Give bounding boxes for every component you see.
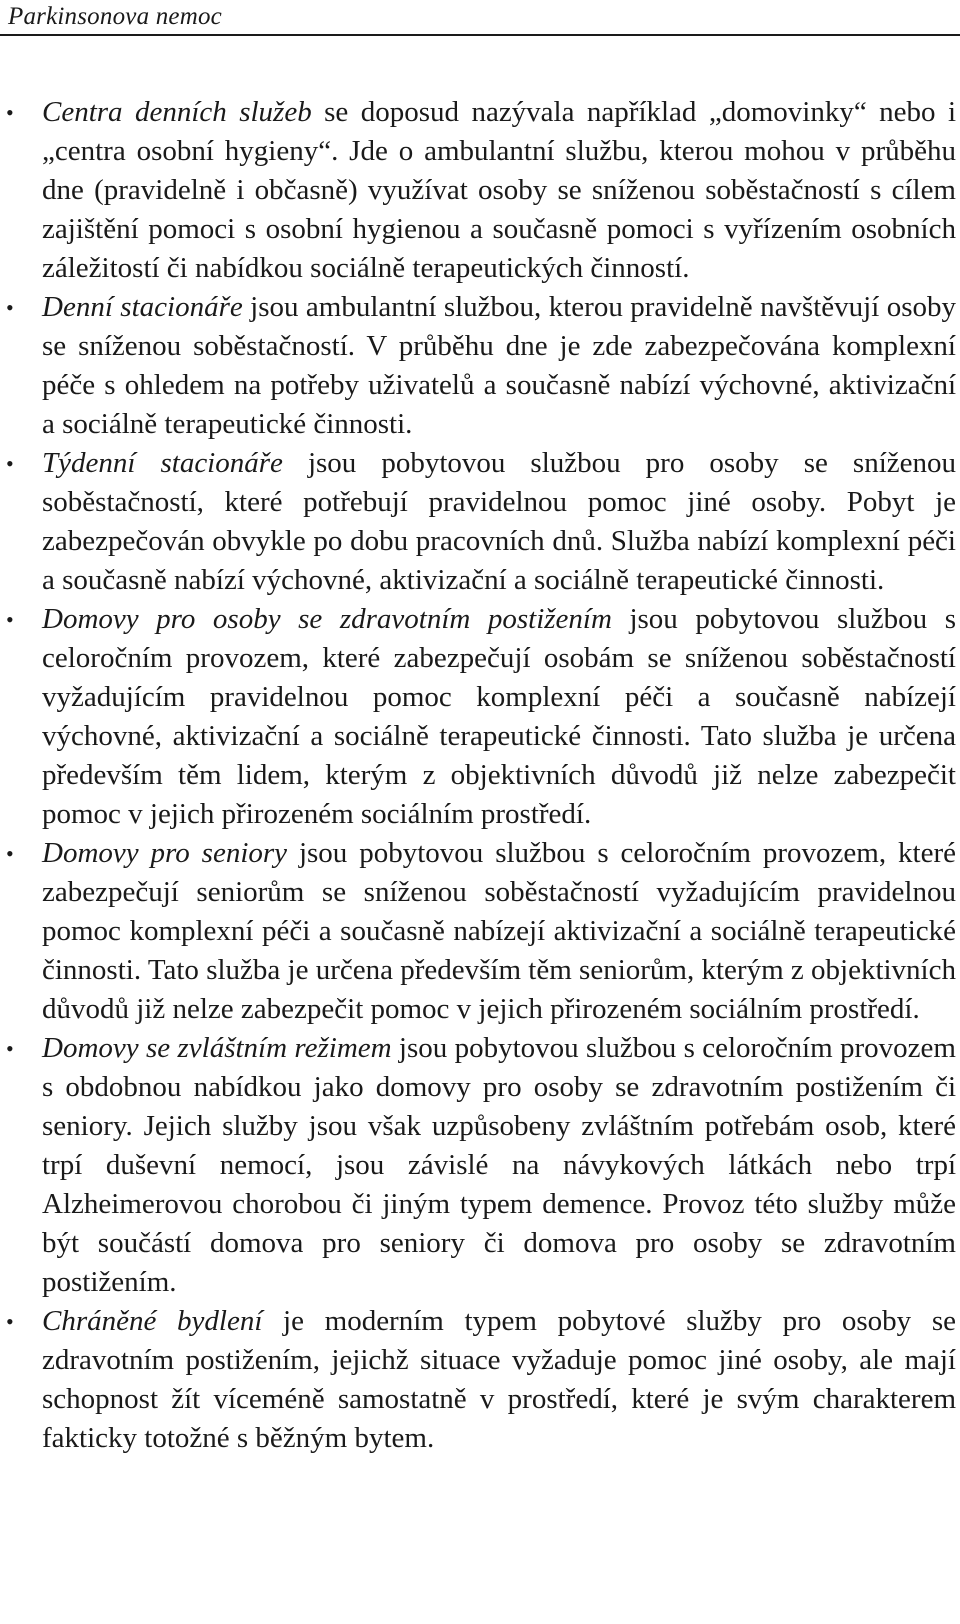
bullet-icon: • — [6, 607, 14, 632]
list-item — [0, 93, 960, 288]
service-description: se doposud nazývala například „domovinky“ nebo i „centra osobní hygieny“. Jde o ambulantní službu, kterou mohou v průběhu dne (pravidelně i občasně) využívat osoby se sníženou soběstačností s cílem zajištění pomoci s osobní hygienou a současně pomoci s vyřízením osobních záležitostí či nabídkou sociálně terapeutických činností. — [42, 96, 956, 284]
bullet-icon: • — [6, 1036, 14, 1061]
bullet-icon: • — [6, 295, 14, 320]
service-description: je moderním typem pobytové služby pro osoby se zdravotním postižením, jejichž situace vyžaduje pomoc jiné osoby, ale mají schopnost žít víceméně samostatně v prostředí, které je svým charakterem fakticky totožné s běžným bytem. — [42, 1305, 956, 1454]
bullet-icon: • — [6, 100, 14, 125]
bullet-icon: • — [6, 841, 14, 866]
list-item — [0, 288, 960, 444]
service-term: Týdenní stacionáře — [42, 447, 283, 479]
service-description: jsou pobytovou službou s celoročním provozem, které zabezpečují osobám se sníženou soběstačností vyžadujícím pravidelnou pomoc komplexní péči a současně nabízejí výchovné, aktivizační a sociálně terapeutické činnosti. Tato služba je určena především těm lidem, kterým z objektivních důvodů již nelze zabezpečit pomoc v jejich přirozeném sociálním prostředí. — [42, 603, 956, 830]
list-item — [0, 1029, 960, 1302]
list-item — [0, 600, 960, 834]
service-term: Domovy pro osoby se zdravotním postižením — [42, 603, 612, 635]
running-head: Parkinsonova nemoc — [8, 3, 222, 30]
service-description: jsou pobytovou službou s celoročním provozem, které zabezpečují seniorům se sníženou soběstačností vyžadujícím pravidelnou pomoc komplexní péči a současně nabízejí aktivizační a sociálně terapeutické činnosti. Tato služba je určena především těm seniorům, kterým z objektivních důvodů již nelze zabezpečit pomoc v jejich přirozeném sociálním prostředí. — [42, 837, 956, 1025]
list-item — [0, 1302, 960, 1458]
list-item — [0, 834, 960, 1029]
bullet-icon: • — [6, 451, 14, 476]
service-term: Centra denních služeb — [42, 96, 312, 128]
service-description: jsou pobytovou službou s celoročním provozem s obdobnou nabídkou jako domovy pro osoby se zdravotním postižením či seniory. Jejich služby jsou však uzpůsobeny zvláštním potřebám osob, které trpí duševní nemocí, jsou závislé na návykových látkách nebo trpí Alzheimerovou chorobou či jiným typem demence. Provoz této služby může být součástí domova pro seniory či domova pro osoby se zdravotním postižením. — [42, 1032, 956, 1298]
list-item — [0, 444, 960, 600]
service-term: Denní stacionáře — [42, 291, 243, 323]
services-list — [0, 93, 960, 1458]
service-term: Domovy pro seniory — [42, 837, 288, 869]
service-description: jsou ambulantní službou, kterou pravidelně navštěvují osoby se sníženou soběstačností. V průběhu dne je zde zabezpečována komplexní péče s ohledem na potřeby uživatelů a současně nabízí výchovné, aktivizační a sociálně terapeutické činnosti. — [42, 291, 956, 440]
header-rule — [0, 34, 960, 36]
service-term: Domovy se zvláštním režimem — [42, 1032, 392, 1064]
service-term: Chráněné bydlení — [42, 1305, 263, 1337]
service-description: jsou pobytovou službou pro osoby se sníženou soběstačností, které potřebují pravidelnou pomoc jiné osoby. Pobyt je zabezpečován obvykle po dobu pracovních dnů. Služba nabízí komplexní péči a současně nabízí výchovné, aktivizační a sociálně terapeutické činnosti. — [42, 447, 956, 596]
bullet-icon: • — [6, 1309, 14, 1334]
